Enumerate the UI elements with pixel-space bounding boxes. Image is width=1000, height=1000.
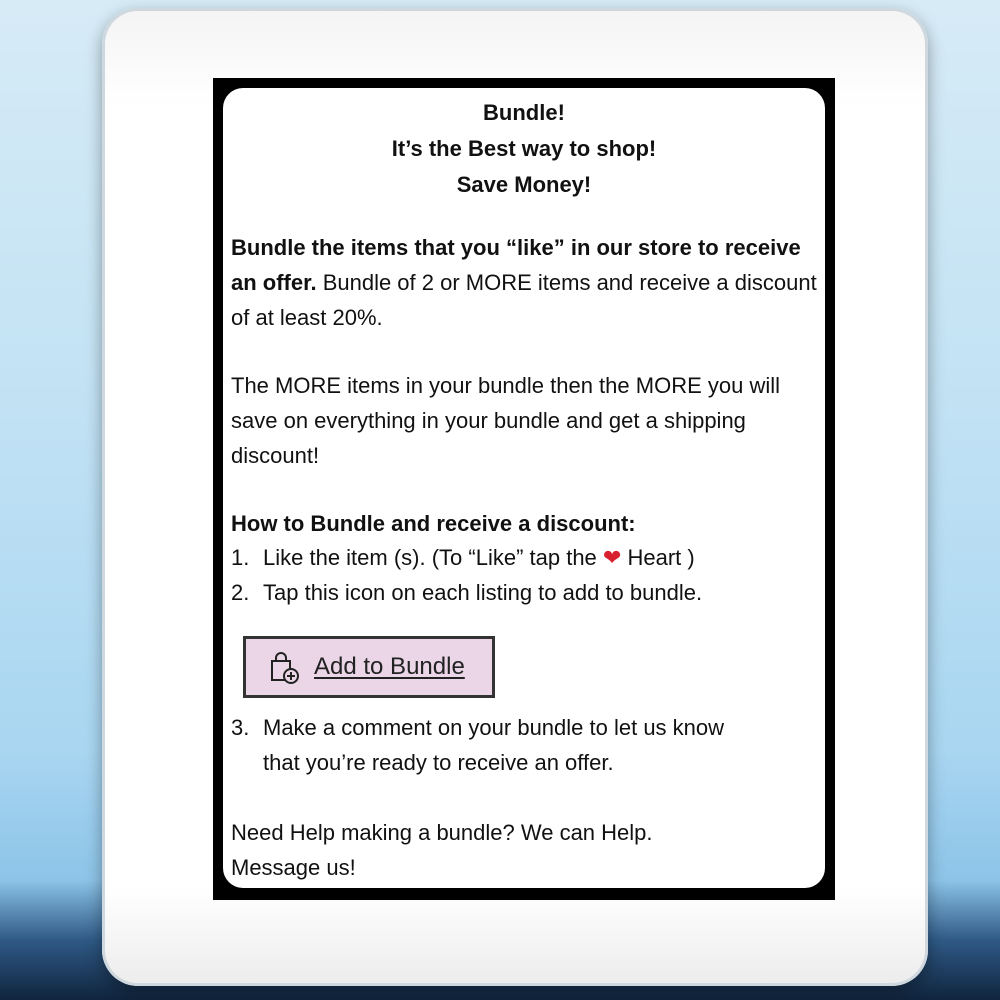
more-paragraph: The MORE items in your bundle then the MORE you will save on everything in your bundle and get a shipping discount!: [231, 373, 781, 468]
title-best-way: It’s the Best way to shop!: [391, 136, 657, 161]
add-to-bundle-label: Add to Bundle: [314, 653, 465, 680]
step-1-number: 1.: [231, 545, 250, 570]
intro-rest-text: Bundle of 2 or MORE items and receive a discount of at least 20%.: [231, 270, 817, 330]
intro-bold-text: Bundle the items that you “like” in our store to receive an offer.: [231, 235, 801, 295]
step-2-text: Tap this icon on each listing to add to bundle.: [263, 580, 703, 605]
title-bundle: Bundle!: [483, 100, 565, 125]
step-2-number: 2.: [231, 580, 250, 605]
add-to-bundle-button[interactable]: [243, 636, 495, 698]
title-save-money: Save Money!: [456, 172, 592, 197]
help-line-2: Message us!: [231, 855, 356, 880]
info-panel: [213, 78, 835, 900]
howto-title: How to Bundle and receive a discount:: [231, 511, 636, 536]
step-2: [231, 575, 702, 610]
step-3-text-line1: Make a comment on your bundle to let us know: [263, 715, 725, 740]
step-3: [231, 710, 724, 745]
step-1-text: Like the item (s). (To “Like” tap the: [263, 545, 603, 570]
step-3-number: 3.: [231, 715, 250, 740]
step-3-continued: that you’re ready to receive an offer.: [263, 750, 614, 775]
info-card: [223, 88, 825, 888]
step-1: [231, 540, 695, 575]
intro-paragraph: [231, 230, 825, 335]
help-line-1: Need Help making a bundle? We can Help.: [231, 820, 653, 845]
bag-plus-icon: [266, 650, 300, 684]
step-1-heart-label: Heart ): [621, 545, 695, 570]
heart-icon: ❤: [602, 545, 622, 570]
